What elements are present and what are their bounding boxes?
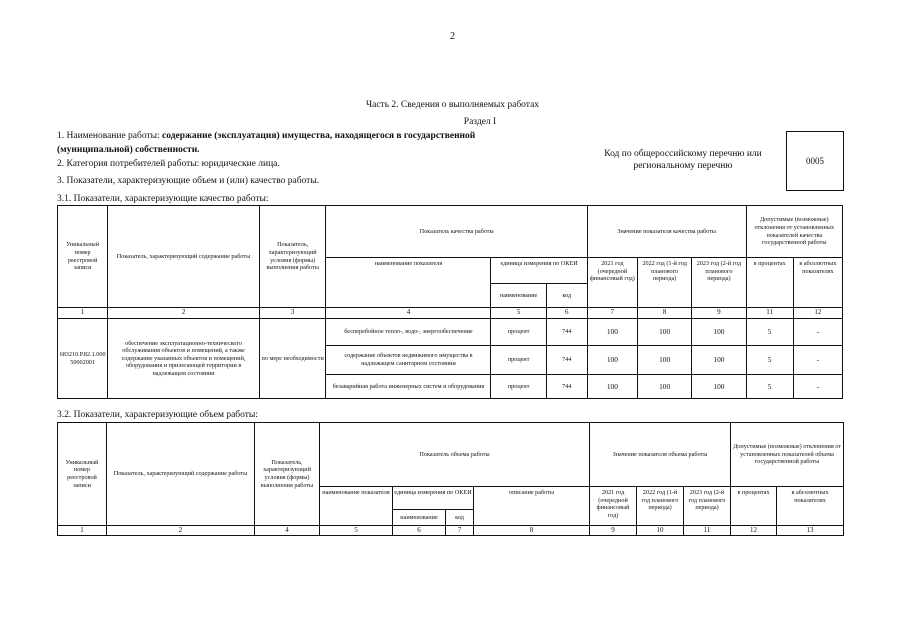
col-number: 1 <box>58 526 107 536</box>
quality-table <box>57 205 843 399</box>
volume-number-row <box>58 526 844 536</box>
header-unit-name: наименование <box>393 510 446 526</box>
header-unit-code: код <box>446 510 474 526</box>
header-indicator-name: наименование показателя <box>320 487 393 526</box>
header-2022: 2022 год (1-й год планового периода) <box>637 258 691 308</box>
indicator-name: бесперебойное тепло-, водо-, энергообеспечение <box>326 319 491 346</box>
unit-name: процент <box>491 346 546 375</box>
unit-name: процент <box>491 319 546 346</box>
header-unit: единица измерения по ОКЕИ <box>491 258 587 284</box>
value-2022: 100 <box>637 375 691 399</box>
col-number: 4 <box>255 526 320 536</box>
header-unit-code: код <box>546 284 587 308</box>
value-2023: 100 <box>692 346 746 375</box>
col-number: 12 <box>793 308 842 319</box>
header-2022: 2022 год (1-й год планового периода) <box>637 487 684 526</box>
header-conditions: Показатель, характеризующий условия (формы) выполнения работы <box>259 206 326 308</box>
indicator-name: содержание объектов недвижимого имущества в надлежащем санитарном состоянии <box>326 346 491 375</box>
unit-code: 744 <box>546 319 587 346</box>
part-title: Часть 2. Сведения о выполняемых работах <box>365 100 540 110</box>
header-indicator-name: наименование показателя <box>326 258 491 308</box>
work-name-line-1: содержание (эксплуатация) имущества, находящегося в государственной <box>162 131 476 141</box>
header-content: Показатель, характеризующий содержание работы <box>107 423 255 526</box>
col-number: 2 <box>108 308 260 319</box>
header-unique: Уникальный номер реестровой записи <box>58 423 107 526</box>
value-2023: 100 <box>692 319 746 346</box>
value-2023: 100 <box>692 375 746 399</box>
deviation-abs: - <box>793 319 842 346</box>
value-2021: 100 <box>587 346 637 375</box>
col-number: 6 <box>546 308 587 319</box>
unit-name: процент <box>491 375 546 399</box>
header-unit-name: наименование <box>491 284 546 308</box>
value-2022: 100 <box>637 346 691 375</box>
col-number: 7 <box>587 308 637 319</box>
work-name-line-2: (муниципальной) собственности. <box>57 145 200 155</box>
col-number: 9 <box>692 308 746 319</box>
header-2021: 2021 год (очередной финансовый год) <box>587 258 637 308</box>
header-2023: 2023 год (2-й год планового периода) <box>692 258 746 308</box>
header-deviation: Допустимые (возможные) отклонения от установленных показателей качества государственной работы <box>746 206 842 258</box>
header-deviation: Допустимые (возможные) отклонения от установленных показателей объема государственной работы <box>731 423 844 487</box>
deviation-percent: 5 <box>746 319 793 346</box>
header-content: Показатель, характеризующий содержание работы <box>108 206 260 308</box>
header-values: Значение показателя объема работы <box>590 423 731 487</box>
header-description: описание работы <box>474 487 590 526</box>
col-number: 4 <box>326 308 491 319</box>
item-3-indicators: 3. Показатели, характеризующие объем и (или) качество работы. <box>57 176 320 186</box>
header-dev-abs: в абсолютных показателях <box>793 258 842 308</box>
col-number: 8 <box>637 308 691 319</box>
quality-header-row-1 <box>58 206 843 258</box>
item-1-prefix: 1. Наименование работы: <box>57 131 163 141</box>
work-content: обеспечение эксплуатационно-технического обслуживания объектов и помещений, а также содержание указанных объектов и помещений, оборудования и прилегающей территории в надлежащем состоянии <box>108 319 260 399</box>
col-number: 5 <box>320 526 393 536</box>
unit-code: 744 <box>546 346 587 375</box>
header-values: Значение показателя качества работы <box>587 206 746 258</box>
col-number: 6 <box>393 526 446 536</box>
header-indicator: Показатель качества работы <box>326 206 587 258</box>
code-label-line-2: региональному перечню <box>633 161 733 171</box>
header-2023: 2023 год (2-й год планового периода) <box>684 487 731 526</box>
unit-code: 744 <box>546 375 587 399</box>
col-number: 9 <box>590 526 637 536</box>
col-number: 12 <box>731 526 777 536</box>
header-unique: Уникальный номер реестровой записи <box>58 206 108 308</box>
header-dev-abs: в абсолютных показателях <box>777 487 844 526</box>
deviation-abs: - <box>793 375 842 399</box>
col-number: 11 <box>684 526 731 536</box>
header-unit: единица измерения по ОКЕИ <box>393 487 474 510</box>
quality-heading: 3.1. Показатели, характеризующие качество работы: <box>57 194 269 204</box>
code-box: 0005 <box>786 131 844 191</box>
col-number: 5 <box>491 308 546 319</box>
col-number: 2 <box>107 526 255 536</box>
col-number: 10 <box>637 526 684 536</box>
col-number: 11 <box>746 308 793 319</box>
volume-heading: 3.2. Показатели, характеризующие объем работы: <box>57 410 258 420</box>
work-conditions: по мере необходимости <box>259 319 326 399</box>
header-dev-percent: в процентах <box>731 487 777 526</box>
header-dev-percent: в процентах <box>746 258 793 308</box>
quality-number-row <box>58 308 843 319</box>
value-2022: 100 <box>637 319 691 346</box>
volume-header-row-1 <box>58 423 844 487</box>
col-number: 1 <box>58 308 108 319</box>
section-title: Раздел I <box>463 117 497 127</box>
value-2021: 100 <box>587 319 637 346</box>
item-1-line-1 <box>57 131 475 141</box>
value-2021: 100 <box>587 375 637 399</box>
code-label-line-1: Код по общероссийскому перечню или <box>604 149 762 159</box>
deviation-percent: 5 <box>746 375 793 399</box>
item-2-consumers: 2. Категория потребителей работы: юридические лица. <box>57 159 280 169</box>
page-number: 2 <box>450 31 455 42</box>
col-number: 3 <box>259 308 326 319</box>
col-number: 7 <box>446 526 474 536</box>
volume-table <box>57 422 844 536</box>
code-label <box>598 148 768 172</box>
deviation-abs: - <box>793 346 842 375</box>
header-indicator: Показатель объема работы <box>320 423 590 487</box>
col-number: 8 <box>474 526 590 536</box>
registry-code: 683210.Р.82.1.00050002001 <box>58 319 108 399</box>
header-2021: 2021 год (очередной финансовый год) <box>590 487 637 526</box>
indicator-name: безаварийная работа инженерных систем и оборудования <box>326 375 491 399</box>
table-row <box>58 319 843 346</box>
col-number: 13 <box>777 526 844 536</box>
header-conditions: Показатель, характеризующий условия (формы) выполнения работы <box>255 423 320 526</box>
deviation-percent: 5 <box>746 346 793 375</box>
